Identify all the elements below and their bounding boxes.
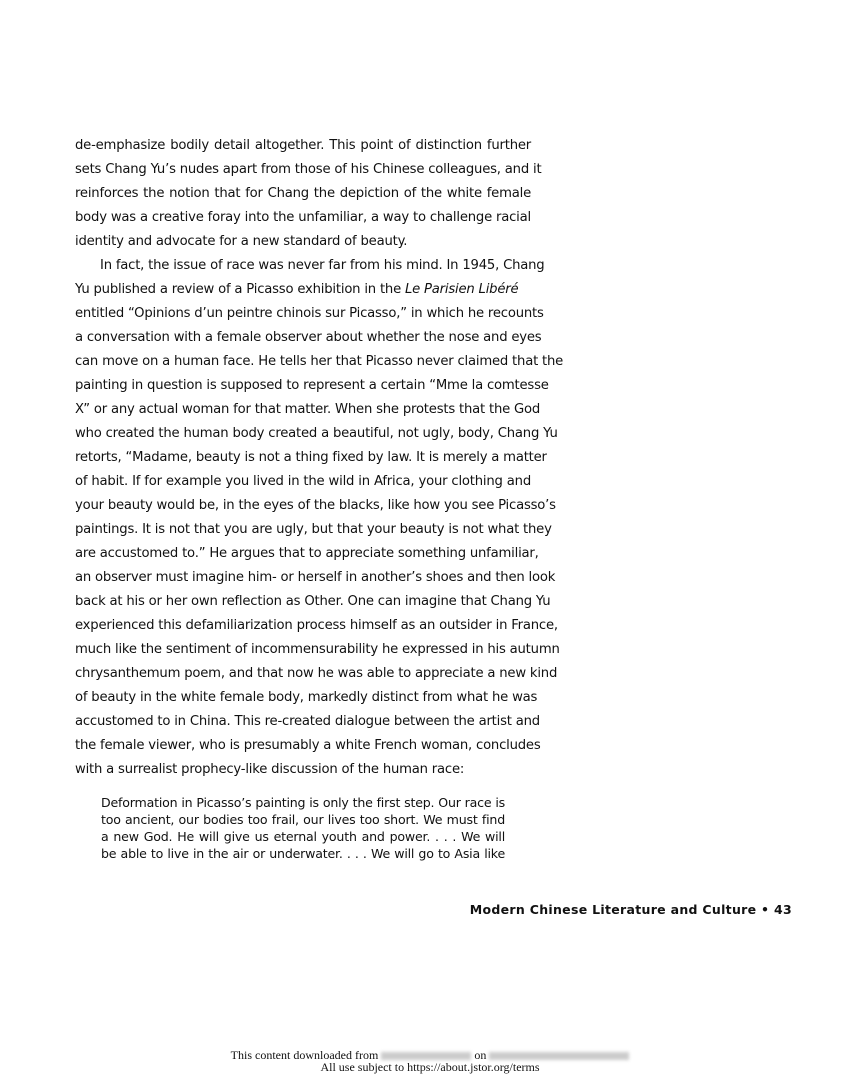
text-line: sets Chang Yu’s nudes apart from those of his Chinese colleagues, and it <box>75 162 542 177</box>
text-line: In fact, the issue of race was never far from his mind. In 1945, Chang <box>100 258 545 273</box>
text-line: of beauty in the white female body, markedly distinct from what he was <box>75 690 538 705</box>
footer-text: on <box>474 1048 487 1062</box>
body-text <box>75 134 564 782</box>
text-line: paintings. It is not that you are ugly, but that your beauty is not what they <box>75 522 552 537</box>
text-line: reinforces the notion that for Chang the depiction of the white female <box>75 186 531 201</box>
redacted-date <box>489 1052 629 1060</box>
quote-line: too ancient, our bodies too frail, our lives too short. We must find <box>101 812 505 827</box>
text-line: who created the human body created a beautiful, not ugly, body, Chang Yu <box>75 426 558 441</box>
text-line: your beauty would be, in the eyes of the blacks, like how you see Picasso’s <box>75 498 556 513</box>
text-line: retorts, “Madame, beauty is not a thing fixed by law. It is merely a matter <box>75 450 547 465</box>
text-line: experienced this defamiliarization process himself as an outsider in France, <box>75 618 558 633</box>
text-line: X” or any actual woman for that matter. When she protests that the God <box>75 402 541 417</box>
text-line <box>75 278 531 302</box>
text-line: painting in question is supposed to represent a certain “Mme la comtesse <box>75 378 549 393</box>
redacted-ip <box>381 1052 471 1060</box>
text-line: body was a creative foray into the unfamiliar, a way to challenge racial <box>75 210 531 225</box>
jstor-footer <box>0 1049 860 1073</box>
text-line: of habit. If for example you lived in the wild in Africa, your clothing and <box>75 474 531 489</box>
text-line: identity and advocate for a new standard of beauty. <box>75 234 408 249</box>
text-line: an observer must imagine him- or herself in another’s shoes and then look <box>75 570 556 585</box>
text-line: entitled “Opinions d’un peintre chinois sur Picasso,” in which he recounts <box>75 306 544 321</box>
quote-line: be able to live in the air or underwater. . . . We will go to Asia like <box>101 846 505 861</box>
text-line: de-emphasize bodily detail altogether. This point of distinction further <box>75 138 531 153</box>
block-quote <box>101 794 505 862</box>
text-line: chrysanthemum poem, and that now he was able to appreciate a new kind <box>75 666 558 681</box>
text-line: the female viewer, who is presumably a white French woman, concludes <box>75 738 541 753</box>
publication-title: Le Parisien Libéré <box>404 282 519 297</box>
running-footer: Modern Chinese Literature and Culture • 43 <box>469 902 792 917</box>
text-line: with a surrealist prophecy-like discussion of the human race: <box>75 762 465 777</box>
text-line: can move on a human face. He tells her that Picasso never claimed that the <box>75 354 564 369</box>
text-line: back at his or her own reflection as Other. One can imagine that Chang Yu <box>75 594 551 609</box>
text-span: Yu published a review of a Picasso exhibition in the <box>75 282 405 297</box>
quote-line: Deformation in Picasso’s painting is only the first step. Our race is <box>101 795 505 810</box>
footer-terms: All use subject to https://about.jstor.org/terms <box>320 1060 540 1074</box>
text-line: a conversation with a female observer about whether the nose and eyes <box>75 330 542 345</box>
quote-line: a new God. He will give us eternal youth and power. . . . We will <box>101 829 505 844</box>
text-line: accustomed to in China. This re-created dialogue between the artist and <box>75 714 540 729</box>
text-line: are accustomed to.” He argues that to appreciate something unfamiliar, <box>75 546 539 561</box>
footer-text: This content downloaded from <box>230 1048 379 1062</box>
text-line: much like the sentiment of incommensurability he expressed in his autumn <box>75 642 560 657</box>
